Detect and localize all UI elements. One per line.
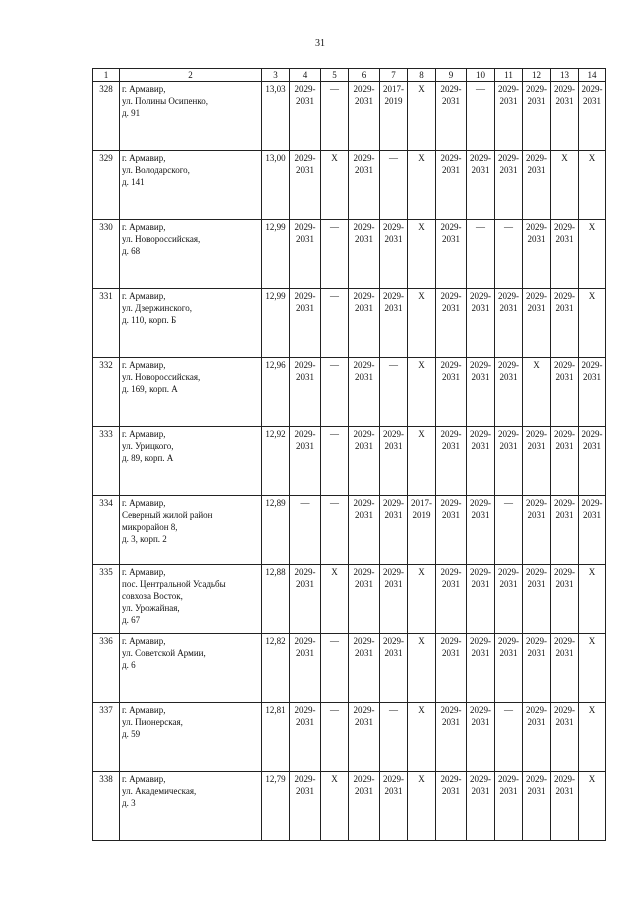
period-cell: X (579, 703, 606, 772)
row-number-cell: 337 (93, 703, 120, 772)
period-cell: — (321, 703, 349, 772)
row-number-cell: 333 (93, 427, 120, 496)
period-cell: X (579, 634, 606, 703)
row-number-cell: 336 (93, 634, 120, 703)
period-cell: X (321, 772, 349, 841)
period-cell: 2029- 2031 (290, 220, 321, 289)
address-cell: г. Армавир, ул. Академическая, д. 3 (120, 772, 262, 841)
area-cell: 12,79 (262, 772, 290, 841)
period-cell: 2029- 2031 (551, 289, 579, 358)
table-row (93, 151, 606, 220)
period-cell: 2029- 2031 (551, 703, 579, 772)
period-cell: 2029- 2031 (551, 82, 579, 151)
period-cell: 2029- 2031 (467, 151, 495, 220)
column-number: 4 (290, 69, 321, 82)
period-cell: — (467, 220, 495, 289)
period-cell: 2029- 2031 (436, 772, 467, 841)
period-cell: 2029- 2031 (579, 82, 606, 151)
period-cell: 2029- 2031 (349, 565, 380, 634)
page-number: 31 (315, 38, 325, 49)
period-cell: 2029- 2031 (349, 151, 380, 220)
period-cell: 2029- 2031 (349, 358, 380, 427)
period-cell: — (380, 151, 408, 220)
period-cell: 2017- 2019 (408, 496, 436, 565)
column-number: 6 (349, 69, 380, 82)
period-cell: 2029- 2031 (579, 496, 606, 565)
period-cell: 2029- 2031 (349, 427, 380, 496)
column-number: 5 (321, 69, 349, 82)
period-cell: X (579, 565, 606, 634)
row-number-cell: 329 (93, 151, 120, 220)
column-number: 14 (579, 69, 606, 82)
table-body (93, 69, 606, 841)
period-cell: X (579, 289, 606, 358)
table-row (93, 496, 606, 565)
area-cell: 12,89 (262, 496, 290, 565)
period-cell: 2029- 2031 (551, 358, 579, 427)
area-cell: 12,88 (262, 565, 290, 634)
period-cell: 2029- 2031 (551, 220, 579, 289)
period-cell: 2029- 2031 (290, 565, 321, 634)
table-row (93, 565, 606, 634)
period-cell: — (290, 496, 321, 565)
period-cell: 2029- 2031 (523, 772, 551, 841)
period-cell: 2029- 2031 (380, 220, 408, 289)
period-cell: 2029- 2031 (523, 427, 551, 496)
address-cell: г. Армавир, ул. Новороссийская, д. 169, корп. А (120, 358, 262, 427)
period-cell: 2029- 2031 (436, 151, 467, 220)
column-number-header-row (93, 69, 606, 82)
period-cell: 2029- 2031 (467, 427, 495, 496)
period-cell: 2029- 2031 (380, 634, 408, 703)
period-cell: X (579, 151, 606, 220)
period-cell: 2029- 2031 (579, 427, 606, 496)
period-cell: 2029- 2031 (436, 289, 467, 358)
period-cell: 2029- 2031 (290, 703, 321, 772)
address-cell: г. Армавир, ул. Полины Осипенко, д. 91 (120, 82, 262, 151)
period-cell: — (321, 82, 349, 151)
period-cell: 2029- 2031 (380, 427, 408, 496)
period-cell: 2029- 2031 (551, 634, 579, 703)
column-number: 12 (523, 69, 551, 82)
period-cell: 2029- 2031 (467, 634, 495, 703)
period-cell: 2029- 2031 (436, 634, 467, 703)
period-cell: 2029- 2031 (467, 565, 495, 634)
period-cell: 2029- 2031 (467, 496, 495, 565)
period-cell: X (523, 358, 551, 427)
period-cell: X (408, 220, 436, 289)
area-cell: 12,96 (262, 358, 290, 427)
address-cell: г. Армавир, ул. Дзержинского, д. 110, корп. Б (120, 289, 262, 358)
row-number-cell: 331 (93, 289, 120, 358)
period-cell: 2029- 2031 (436, 220, 467, 289)
period-cell: 2029- 2031 (495, 565, 523, 634)
period-cell: X (408, 289, 436, 358)
column-number: 8 (408, 69, 436, 82)
period-cell: X (551, 151, 579, 220)
column-number: 13 (551, 69, 579, 82)
period-cell: X (408, 634, 436, 703)
table-row (93, 634, 606, 703)
period-cell: 2029- 2031 (523, 151, 551, 220)
address-cell: г. Армавир, ул. Советской Армии, д. 6 (120, 634, 262, 703)
area-cell: 12,92 (262, 427, 290, 496)
period-cell: 2029- 2031 (495, 634, 523, 703)
table-row (93, 772, 606, 841)
area-cell: 12,99 (262, 289, 290, 358)
period-cell: 2029- 2031 (349, 496, 380, 565)
period-cell: X (579, 772, 606, 841)
period-cell: X (408, 82, 436, 151)
period-cell: 2029- 2031 (551, 772, 579, 841)
period-cell: — (321, 289, 349, 358)
table-row (93, 703, 606, 772)
address-cell: г. Армавир, ул. Пионерская, д. 59 (120, 703, 262, 772)
column-number: 11 (495, 69, 523, 82)
period-cell: — (495, 496, 523, 565)
column-number: 2 (120, 69, 262, 82)
period-cell: X (408, 703, 436, 772)
column-number: 1 (93, 69, 120, 82)
period-cell: — (321, 427, 349, 496)
period-cell: 2029- 2031 (349, 634, 380, 703)
period-cell: 2029- 2031 (436, 703, 467, 772)
period-cell: X (408, 427, 436, 496)
period-cell: 2029- 2031 (380, 772, 408, 841)
period-cell: 2029- 2031 (467, 703, 495, 772)
period-cell: — (380, 358, 408, 427)
period-cell: 2029- 2031 (436, 82, 467, 151)
period-cell: X (579, 220, 606, 289)
period-cell: 2029- 2031 (495, 82, 523, 151)
period-cell: X (321, 565, 349, 634)
period-cell: 2029- 2031 (290, 772, 321, 841)
period-cell: 2029- 2031 (467, 358, 495, 427)
row-number-cell: 330 (93, 220, 120, 289)
period-cell: X (321, 151, 349, 220)
period-cell: 2029- 2031 (380, 496, 408, 565)
period-cell: 2029- 2031 (551, 427, 579, 496)
address-cell: г. Армавир, пос. Центральной Усадьбы совхоза Восток, ул. Урожайная, д. 67 (120, 565, 262, 634)
period-cell: 2029- 2031 (290, 82, 321, 151)
row-number-cell: 335 (93, 565, 120, 634)
period-cell: 2029- 2031 (495, 772, 523, 841)
period-cell: 2029- 2031 (380, 565, 408, 634)
address-cell: г. Армавир, ул. Новороссийская, д. 68 (120, 220, 262, 289)
period-cell: 2029- 2031 (290, 427, 321, 496)
period-cell: 2029- 2031 (290, 358, 321, 427)
row-number-cell: 334 (93, 496, 120, 565)
table-row (93, 220, 606, 289)
column-number: 10 (467, 69, 495, 82)
period-cell: — (321, 634, 349, 703)
period-cell: 2029- 2031 (523, 220, 551, 289)
table-row (93, 358, 606, 427)
period-cell: 2029- 2031 (290, 151, 321, 220)
address-cell: г. Армавир, Северный жилой район микрорайон 8, д. 3, корп. 2 (120, 496, 262, 565)
table-row (93, 427, 606, 496)
period-cell: 2029- 2031 (380, 289, 408, 358)
row-number-cell: 328 (93, 82, 120, 151)
period-cell: X (408, 772, 436, 841)
table-row (93, 82, 606, 151)
period-cell: 2029- 2031 (495, 358, 523, 427)
address-cell: г. Армавир, ул. Володарского, д. 141 (120, 151, 262, 220)
period-cell: 2029- 2031 (467, 289, 495, 358)
period-cell: 2029- 2031 (523, 496, 551, 565)
period-cell: X (408, 565, 436, 634)
area-cell: 13,03 (262, 82, 290, 151)
period-cell: 2029- 2031 (495, 151, 523, 220)
period-cell: 2029- 2031 (495, 289, 523, 358)
period-cell: 2017- 2019 (380, 82, 408, 151)
area-cell: 13,00 (262, 151, 290, 220)
period-cell: 2029- 2031 (290, 634, 321, 703)
period-cell: — (321, 358, 349, 427)
period-cell: — (495, 703, 523, 772)
period-cell: 2029- 2031 (436, 427, 467, 496)
period-cell: 2029- 2031 (551, 496, 579, 565)
period-cell: 2029- 2031 (523, 634, 551, 703)
period-cell: 2029- 2031 (523, 565, 551, 634)
period-cell: 2029- 2031 (349, 772, 380, 841)
period-cell: 2029- 2031 (523, 82, 551, 151)
area-cell: 12,99 (262, 220, 290, 289)
period-cell: 2029- 2031 (436, 358, 467, 427)
area-cell: 12,81 (262, 703, 290, 772)
period-cell: 2029- 2031 (349, 703, 380, 772)
period-cell: — (495, 220, 523, 289)
period-cell: 2029- 2031 (523, 289, 551, 358)
period-cell: 2029- 2031 (349, 220, 380, 289)
column-number: 3 (262, 69, 290, 82)
period-cell: 2029- 2031 (467, 772, 495, 841)
period-cell: 2029- 2031 (349, 289, 380, 358)
housing-register-table (92, 68, 606, 841)
period-cell: 2029- 2031 (579, 358, 606, 427)
period-cell: 2029- 2031 (436, 565, 467, 634)
period-cell: 2029- 2031 (349, 82, 380, 151)
period-cell: 2029- 2031 (495, 427, 523, 496)
period-cell: — (321, 220, 349, 289)
period-cell: — (467, 82, 495, 151)
row-number-cell: 338 (93, 772, 120, 841)
row-number-cell: 332 (93, 358, 120, 427)
column-number: 7 (380, 69, 408, 82)
period-cell: X (408, 358, 436, 427)
area-cell: 12,82 (262, 634, 290, 703)
period-cell: 2029- 2031 (551, 565, 579, 634)
period-cell: 2029- 2031 (523, 703, 551, 772)
period-cell: — (321, 496, 349, 565)
period-cell: — (380, 703, 408, 772)
column-number: 9 (436, 69, 467, 82)
period-cell: X (408, 151, 436, 220)
period-cell: 2029- 2031 (436, 496, 467, 565)
table-row (93, 289, 606, 358)
address-cell: г. Армавир, ул. Урицкого, д. 89, корп. А (120, 427, 262, 496)
period-cell: 2029- 2031 (290, 289, 321, 358)
